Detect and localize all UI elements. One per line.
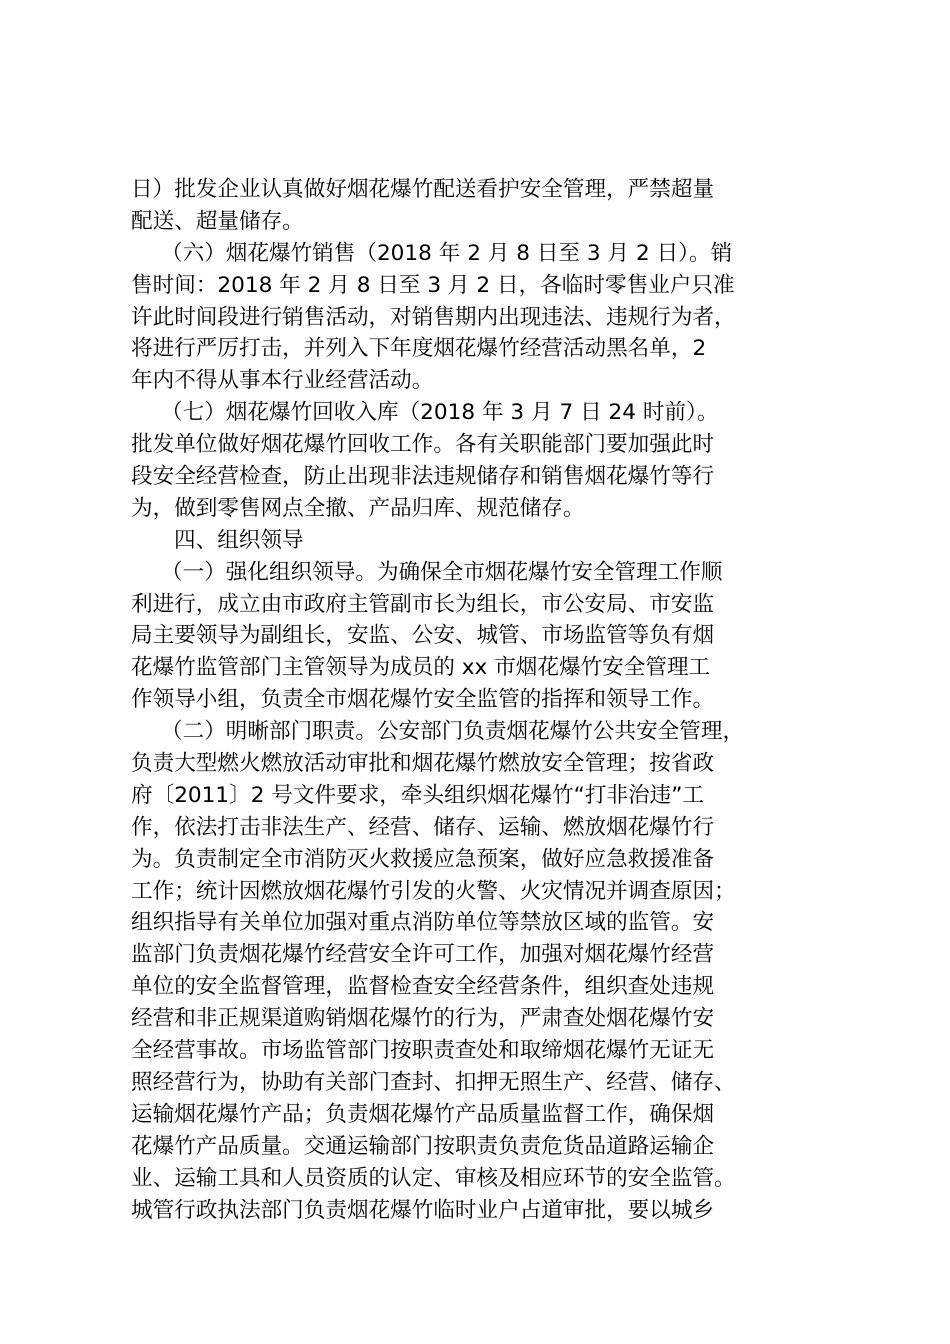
body-line: 组织指导有关单位加强对重点消防单位等禁放区域的监管。安 [131,910,715,936]
body-line: 售时间：2018 年 2 月 8 日至 3 月 2 日，各临时零售业户只准 [131,272,735,298]
body-line: （一）强化组织领导。为确保全市烟花爆竹安全管理工作顺 [161,559,723,585]
body-line: 为。负责制定全市消防灭火救援应急预案，做好应急救援准备 [131,846,715,872]
body-line: 许此时间段进行销售活动，对销售期内出现违法、违规行为者， [131,304,736,330]
body-line: 经营和非正规渠道购销烟花爆竹的行为，严肃查处烟花爆竹安 [131,1006,715,1032]
body-line: 作领导小组，负责全市烟花爆竹安全监管的指挥和领导工作。 [131,687,715,713]
body-line: 照经营行为，协助有关部门查封、扣押无照生产、经营、储存、 [131,1069,736,1095]
body-line: （七）烟花爆竹回收入库（2018 年 3 月 7 日 24 时前）。 [161,400,719,426]
body-line: 运输烟花爆竹产品；负责烟花爆竹产品质量监督工作，确保烟 [131,1101,715,1127]
body-line: 花爆竹监管部门主管领导为成员的 xx 市烟花爆竹安全管理工 [131,655,711,681]
body-line: 配送、超量储存。 [131,208,304,234]
body-line: 利进行，成立由市政府主管副市长为组长，市公安局、市安监 [131,591,715,617]
body-line: 业、运输工具和人员资质的认定、审核及相应环节的安全监管。 [131,1165,736,1191]
body-line: 负责大型燃火燃放活动审批和烟花爆竹燃放安全管理；按省政 [131,751,715,777]
body-line: 将进行严厉打击，并列入下年度烟花爆竹经营活动黑名单，2 [131,336,707,362]
body-line: 城管行政执法部门负责烟花爆竹临时业户占道审批，要以城乡 [131,1197,715,1223]
body-line: 全经营事故。市场监管部门按职责查处和取缔烟花爆竹无证无 [131,1038,715,1064]
body-line: 单位的安全监督管理，监督检查安全经营条件，组织查处违规 [131,974,715,1000]
body-line: 批发单位做好烟花爆竹回收工作。各有关职能部门要加强此时 [131,432,715,458]
body-line: 年内不得从事本行业经营活动。 [131,368,434,394]
body-line: （二）明晰部门职责。公安部门负责烟花爆竹公共安全管理， [161,719,745,745]
section-heading: 四、组织领导 [174,527,304,553]
body-line: 工作；统计因燃放烟花爆竹引发的火警、火灾情况并调查原因； [131,878,736,904]
body-line: 局主要领导为副组长，安监、公安、城管、市场监管等负有烟 [131,623,715,649]
body-line: （六）烟花爆竹销售（2018 年 2 月 8 日至 3 月 2 日）。销 [161,240,733,266]
body-line: 监部门负责烟花爆竹经营安全许可工作，加强对烟花爆竹经营 [131,942,715,968]
body-line: 花爆竹产品质量。交通运输部门按职责负责危货品道路运输企 [131,1133,715,1159]
body-line: 日）批发企业认真做好烟花爆竹配送看护安全管理，严禁超量 [131,177,715,202]
body-line: 为，做到零售网点全撤、产品归库、规范储存。 [131,495,585,521]
body-line: 段安全经营检查，防止出现非法违规储存和销售烟花爆竹等行 [131,464,715,490]
body-line: 作，依法打击非法生产、经营、储存、运输、燃放烟花爆竹行 [131,814,715,840]
body-line: 府〔2011〕2 号文件要求，牵头组织烟花爆竹“打非治违”工 [131,782,704,808]
document-body [131,174,851,1226]
